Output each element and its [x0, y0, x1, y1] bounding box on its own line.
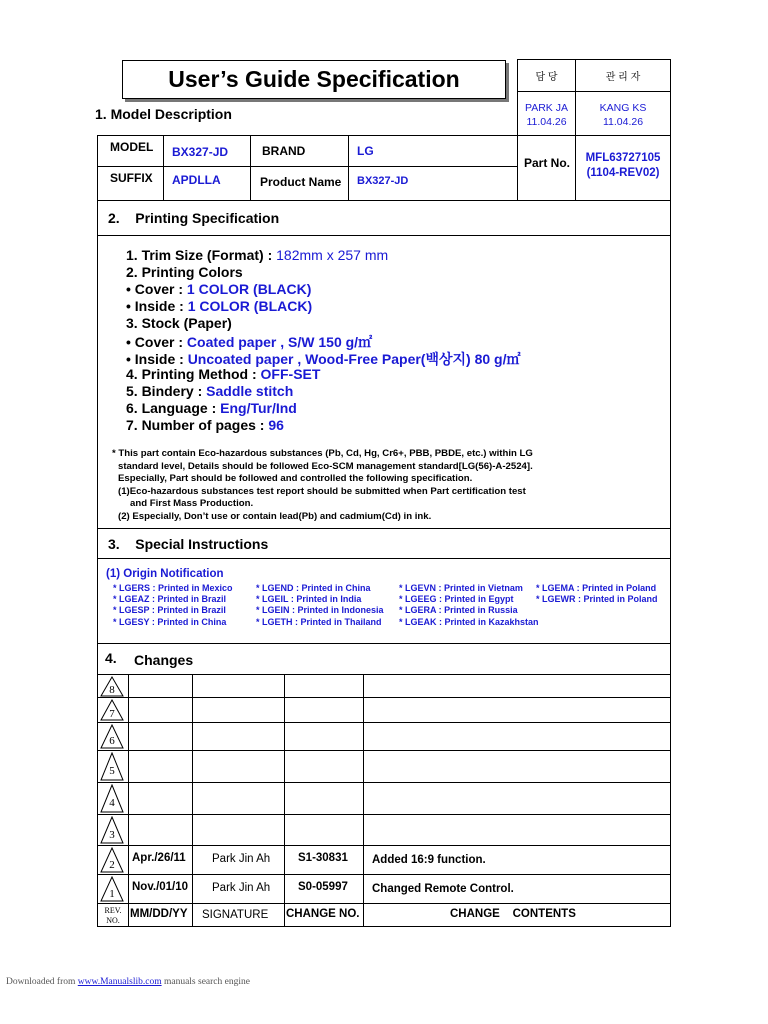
svg-text:8: 8	[109, 684, 115, 696]
special-instructions-heading: 3. Special Instructions	[108, 536, 269, 552]
change-no-column-label: CHANGE NO.	[286, 908, 360, 920]
change-2-date: Apr./26/11	[132, 852, 186, 864]
approval-col2-name: KANG KS	[599, 102, 647, 114]
manualslib-link[interactable]: www.Manualslib.com	[77, 977, 162, 987]
change-1-number: S0-05997	[298, 881, 348, 893]
brand-label: BRAND	[262, 144, 306, 158]
page-footer	[6, 977, 250, 987]
change-1-contents: Changed Remote Control.	[372, 883, 514, 895]
origin-item: * LGEEG : Printed in Egypt	[399, 594, 514, 604]
revision-triangle-1	[100, 876, 124, 902]
spec-line: • Inside : 1 COLOR (BLACK)	[126, 298, 313, 314]
approval-col1-name: PARK JA	[525, 102, 568, 114]
eco-note-line: (1)Eco-hazardous substances test report should be submitted when Part certification test	[118, 486, 526, 497]
suffix-value: APDLLA	[172, 173, 221, 187]
svg-text:7: 7	[109, 708, 115, 720]
signature-column-label: SIGNATURE	[202, 909, 269, 921]
revision-triangle-8	[100, 676, 124, 697]
origin-item: * LGEWR : Printed in Poland	[536, 594, 658, 604]
revision-triangle-4	[100, 784, 124, 813]
model-label: MODEL	[110, 140, 154, 154]
change-contents-column-label: CHANGE CONTENTS	[450, 908, 576, 920]
change-1-signature: Park Jin Ah	[212, 882, 271, 894]
model-value: BX327-JD	[172, 145, 229, 159]
origin-item: * LGEAZ : Printed in Brazil	[113, 594, 227, 604]
origin-item: * LGEIN : Printed in Indonesia	[256, 605, 384, 615]
revision-triangle-2	[100, 847, 124, 873]
eco-note-line: * This part contain Eco-hazardous substances (Pb, Cd, Hg, Cr6+, PBB, PBDE, etc.) within LG	[112, 448, 533, 459]
spec-line: 4. Printing Method : OFF-SET	[126, 366, 321, 382]
revision-triangle-7	[100, 699, 124, 721]
changes-heading: Changes	[134, 652, 194, 668]
brand-value: LG	[357, 144, 374, 158]
origin-item: * LGESP : Printed in Brazil	[113, 605, 226, 615]
svg-text:3: 3	[109, 829, 115, 841]
product-name-label: Product Name	[260, 175, 342, 189]
spec-line: 1. Trim Size (Format) : 182mm x 257 mm	[126, 247, 389, 263]
printing-spec-heading: 2. Printing Specification	[108, 210, 280, 226]
svg-text:1: 1	[109, 888, 115, 900]
revision-triangle-6	[100, 724, 124, 749]
model-description-heading: 1. Model Description	[95, 106, 232, 122]
origin-item: * LGEND : Printed in China	[256, 583, 371, 593]
change-2-signature: Park Jin Ah	[212, 853, 271, 865]
date-column-label: MM/DD/YY	[130, 908, 188, 920]
spec-line: • Inside : Uncoated paper , Wood-Free Paper(백상지) 80 g/㎡	[126, 351, 521, 367]
origin-item: * LGETH : Printed in Thailand	[256, 617, 382, 627]
rev-no-label	[98, 906, 128, 926]
origin-item: * LGEIL : Printed in India	[256, 594, 362, 604]
origin-item: * LGEVN : Printed in Vietnam	[399, 583, 523, 593]
svg-text:2: 2	[109, 859, 115, 871]
spec-line: • Cover : Coated paper , S/W 150 g/㎡	[126, 334, 373, 350]
svg-text:6: 6	[109, 735, 115, 747]
rev-label: REV.	[104, 906, 122, 915]
change-2-contents: Added 16:9 function.	[372, 854, 486, 866]
origin-notification-heading: (1) Origin Notification	[106, 568, 224, 580]
svg-text:5: 5	[109, 765, 115, 777]
spec-line: 3. Stock (Paper)	[126, 315, 232, 331]
footer-suffix: manuals search engine	[161, 977, 250, 987]
origin-item: * LGEMA : Printed in Poland	[536, 583, 657, 593]
origin-item: * LGESY : Printed in China	[113, 617, 227, 627]
eco-note-line: standard level, Details should be followed Eco-SCM management standard[LG(56)-A-2524].	[118, 461, 533, 472]
eco-note-line: (2) Especially, Don’t use or contain lead(Pb) and cadmium(Cd) in ink.	[118, 511, 432, 522]
suffix-label: SUFFIX	[110, 171, 153, 185]
approval-col1-date: 11.04.26	[526, 116, 567, 128]
origin-item: * LGERA : Printed in Russia	[399, 605, 518, 615]
change-1-date: Nov./01/10	[132, 881, 189, 893]
no-label: NO.	[106, 916, 120, 925]
footer-prefix: Downloaded from	[6, 977, 78, 987]
origin-item: * LGERS : Printed in Mexico	[113, 583, 233, 593]
approval-col2-date: 11.04.26	[602, 116, 644, 128]
spec-line: 7. Number of pages : 96	[126, 417, 284, 433]
spec-line: 5. Bindery : Saddle stitch	[126, 383, 294, 399]
spec-line: 2. Printing Colors	[126, 264, 243, 280]
change-2-number: S1-30831	[298, 852, 348, 864]
part-no-label: Part No.	[524, 156, 571, 170]
document-title: User’s Guide Specification	[122, 60, 506, 99]
part-no-revision: (1104-REV02)	[586, 167, 660, 179]
part-no-value: MFL63727105	[585, 152, 661, 164]
revision-triangle-5	[100, 752, 124, 781]
product-name-value: BX327-JD	[357, 175, 409, 187]
eco-note-line: and First Mass Production.	[130, 498, 254, 509]
approval-col2-header: 관 리 자	[605, 72, 641, 83]
spec-line: 6. Language : Eng/Tur/Ind	[126, 400, 297, 416]
approval-col1-header: 담 당	[535, 72, 558, 83]
origin-item: * LGEAK : Printed in Kazakhstan	[399, 617, 539, 627]
spec-line: • Cover : 1 COLOR (BLACK)	[126, 281, 312, 297]
svg-text:4: 4	[109, 797, 115, 809]
revision-triangle-3	[100, 816, 124, 844]
changes-heading-number: 4.	[105, 650, 117, 666]
eco-note-line: Especially, Part should be followed and controlled the following specification.	[118, 473, 473, 484]
